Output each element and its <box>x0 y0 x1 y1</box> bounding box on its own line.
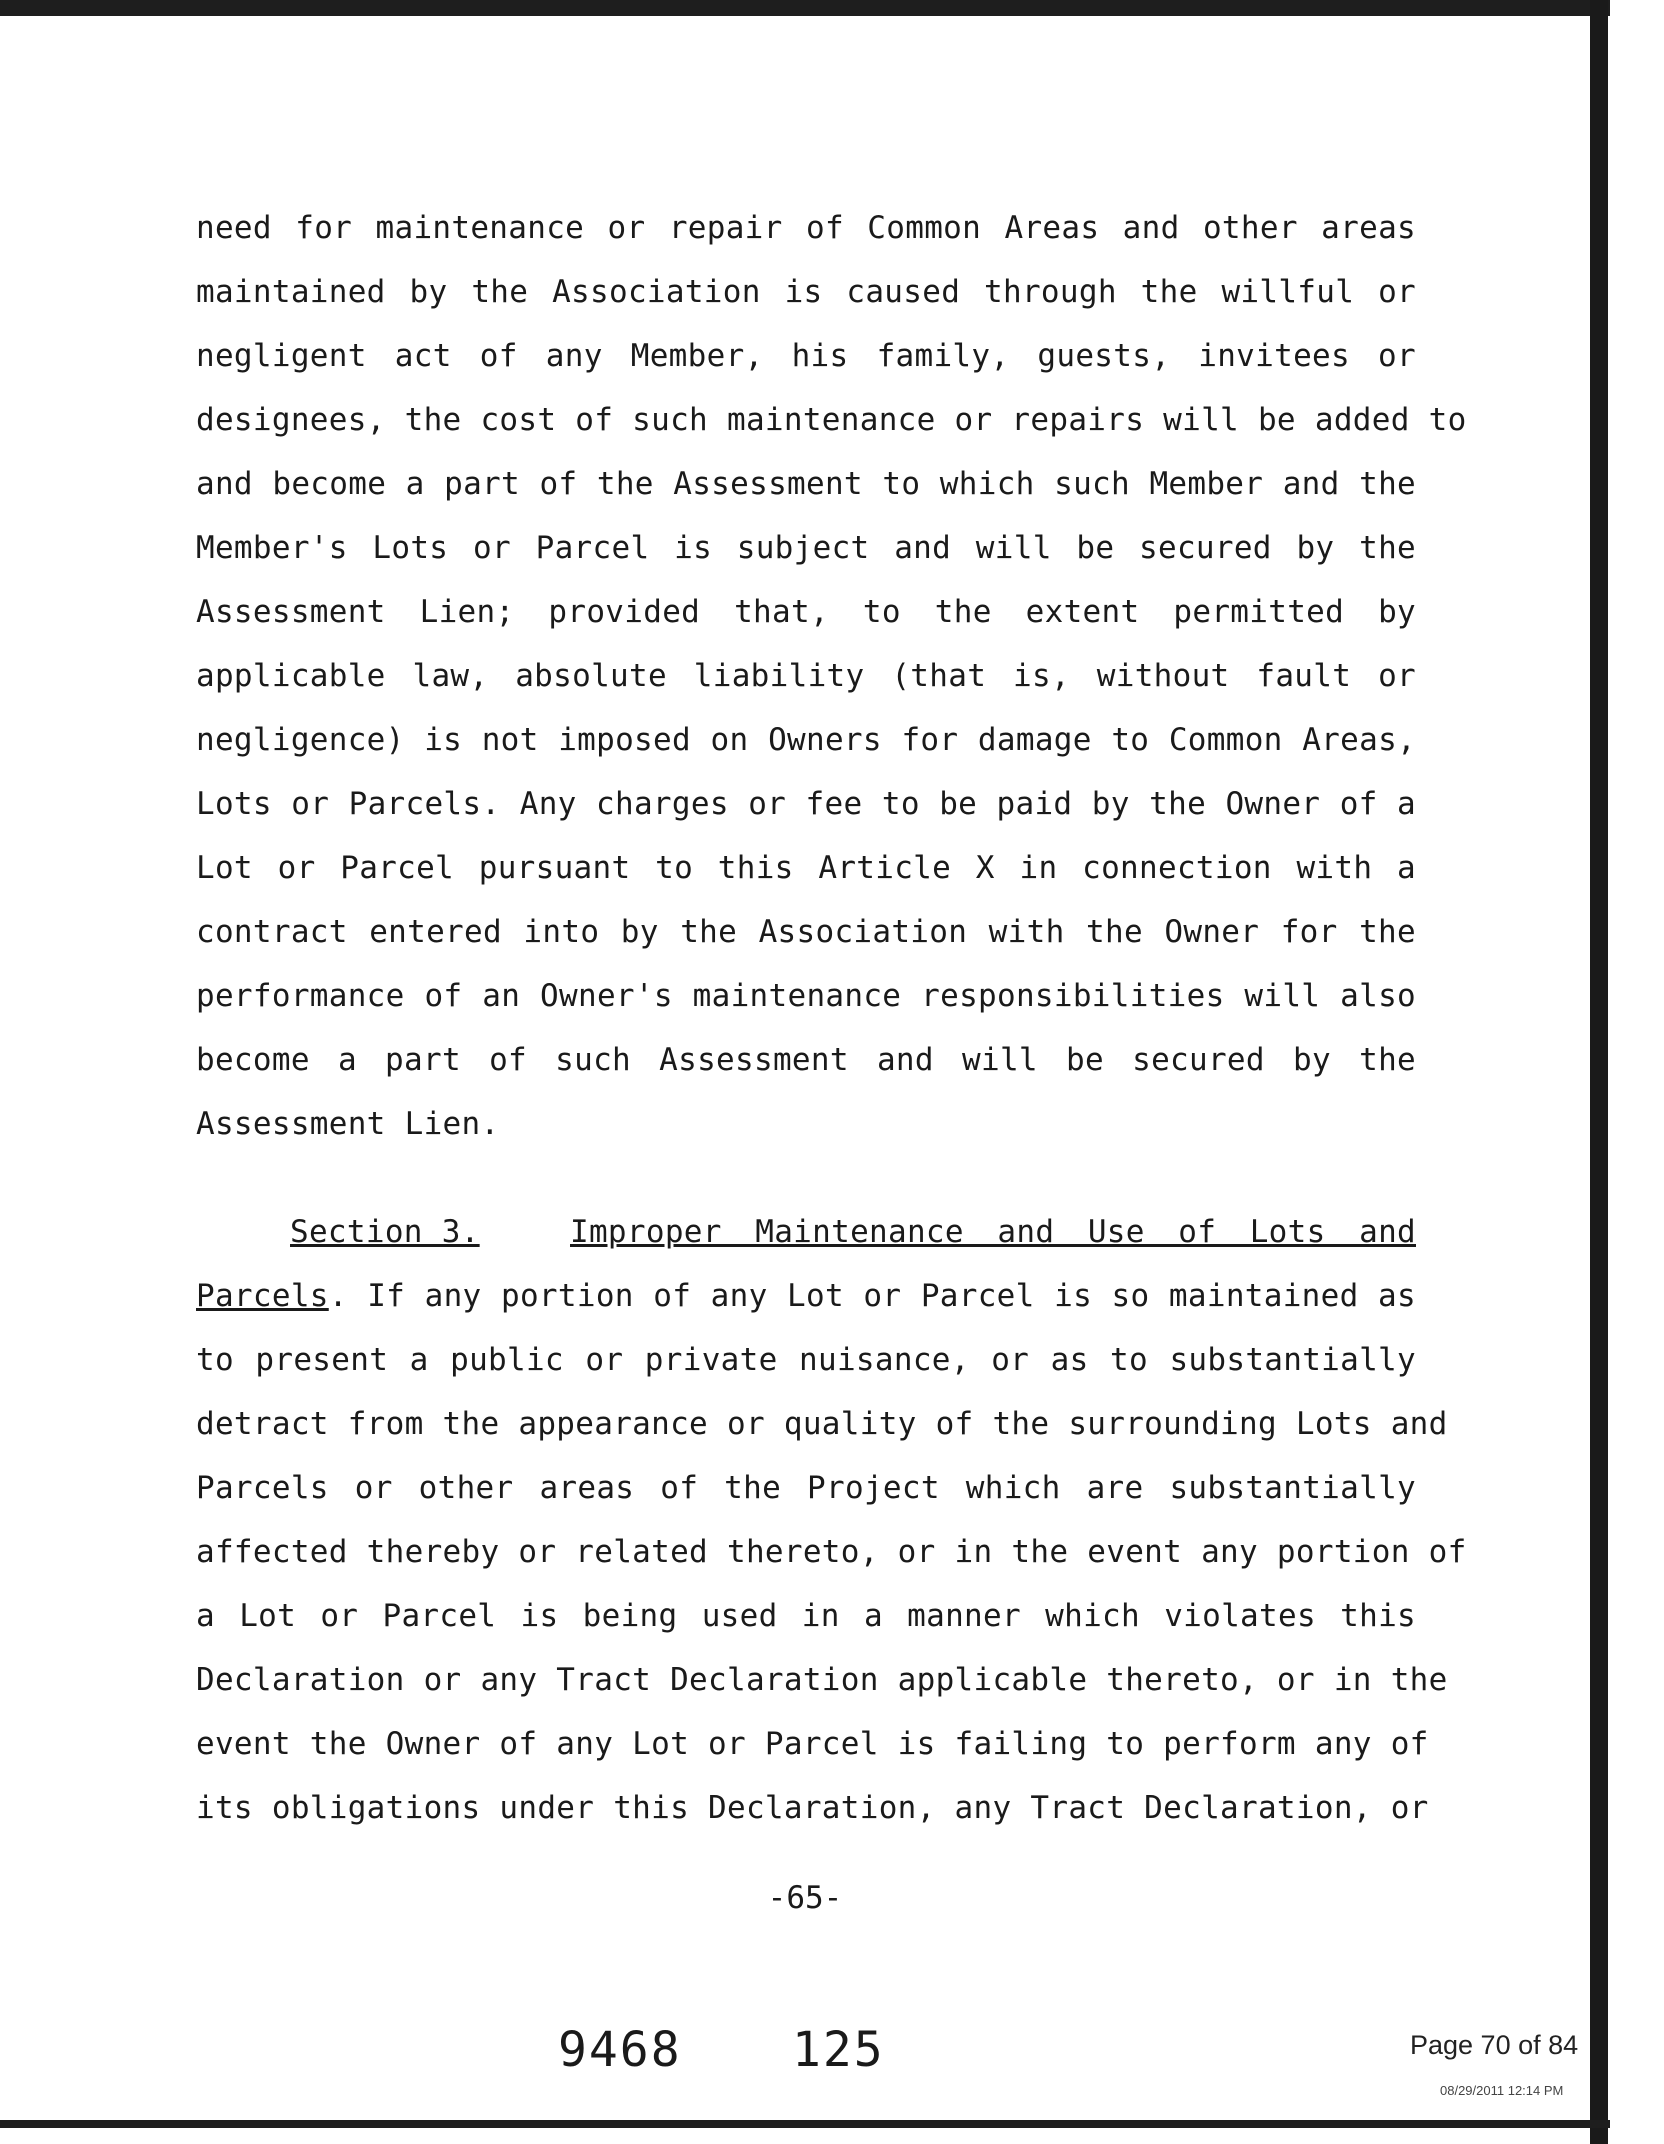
print-timestamp: 08/29/2011 12:14 PM <box>1440 2083 1564 2098</box>
text-line: and become a part of the Assessment to which such Member and the <box>196 466 1416 502</box>
text-line <box>196 1264 1416 1328</box>
section-3-paragraph <box>196 1200 1467 1840</box>
text-line: negligence) is not imposed on Owners for damage to Common Areas, <box>196 722 1416 758</box>
text-line: Member's Lots or Parcel is subject and will be secured by the <box>196 530 1416 566</box>
section-label: Section 3. <box>290 1214 480 1250</box>
text-line: its obligations under this Declaration, any Tract Declaration, or <box>196 1790 1429 1826</box>
text-line: to present a public or private nuisance, or as to substantially <box>196 1342 1416 1378</box>
text-line: Declaration or any Tract Declaration applicable thereto, or in the <box>196 1662 1448 1698</box>
text-line: applicable law, absolute liability (that is, without fault or <box>196 658 1416 694</box>
text-line: negligent act of any Member, his family, guests, invitees or <box>196 338 1416 374</box>
text-line: affected thereby or related thereto, or in the event any portion of <box>196 1534 1467 1570</box>
text-line: need for maintenance or repair of Common Areas and other areas <box>196 210 1416 246</box>
text-line: designees, the cost of such maintenance or repairs will be added to <box>196 402 1467 438</box>
text-line: a Lot or Parcel is being used in a manner which violates this <box>196 1598 1416 1634</box>
section-title-continued: Parcels <box>196 1278 329 1314</box>
scan-right-border <box>1590 0 1608 2144</box>
text-line: event the Owner of any Lot or Parcel is failing to perform any of <box>196 1726 1429 1762</box>
text-line: Lot or Parcel pursuant to this Article X in connection with a <box>196 850 1416 886</box>
text-line: maintained by the Association is caused through the willful or <box>196 274 1416 310</box>
text-line: Parcels or other areas of the Project which are substantially <box>196 1470 1416 1506</box>
scan-bottom-border <box>0 2120 1610 2128</box>
text-line: contract entered into by the Association with the Owner for the <box>196 914 1416 950</box>
section-3-heading <box>196 1200 1416 1264</box>
text-line: Assessment Lien. <box>196 1106 500 1142</box>
section-first-line: . If any portion of any Lot or Parcel is so maintained as <box>328 1278 1416 1314</box>
text-line: become a part of such Assessment and will be secured by the <box>196 1042 1416 1078</box>
scan-top-border <box>0 0 1610 16</box>
page-counter: Page 70 of 84 <box>1410 2030 1579 2060</box>
text-line: Assessment Lien; provided that, to the extent permitted by <box>196 594 1416 630</box>
paragraph-maintenance-costs <box>196 196 1467 1156</box>
section-title: Improper Maintenance and Use of Lots and <box>570 1214 1416 1250</box>
recording-page-number: 125 <box>792 2022 885 2078</box>
text-line: performance of an Owner's maintenance responsibilities will also <box>196 978 1416 1014</box>
text-line: detract from the appearance or quality of the surrounding Lots and <box>196 1406 1448 1442</box>
page-number: -65- <box>767 1880 843 1916</box>
recording-book-number: 9468 <box>558 2022 682 2078</box>
text-line: Lots or Parcels. Any charges or fee to be paid by the Owner of a <box>196 786 1416 822</box>
